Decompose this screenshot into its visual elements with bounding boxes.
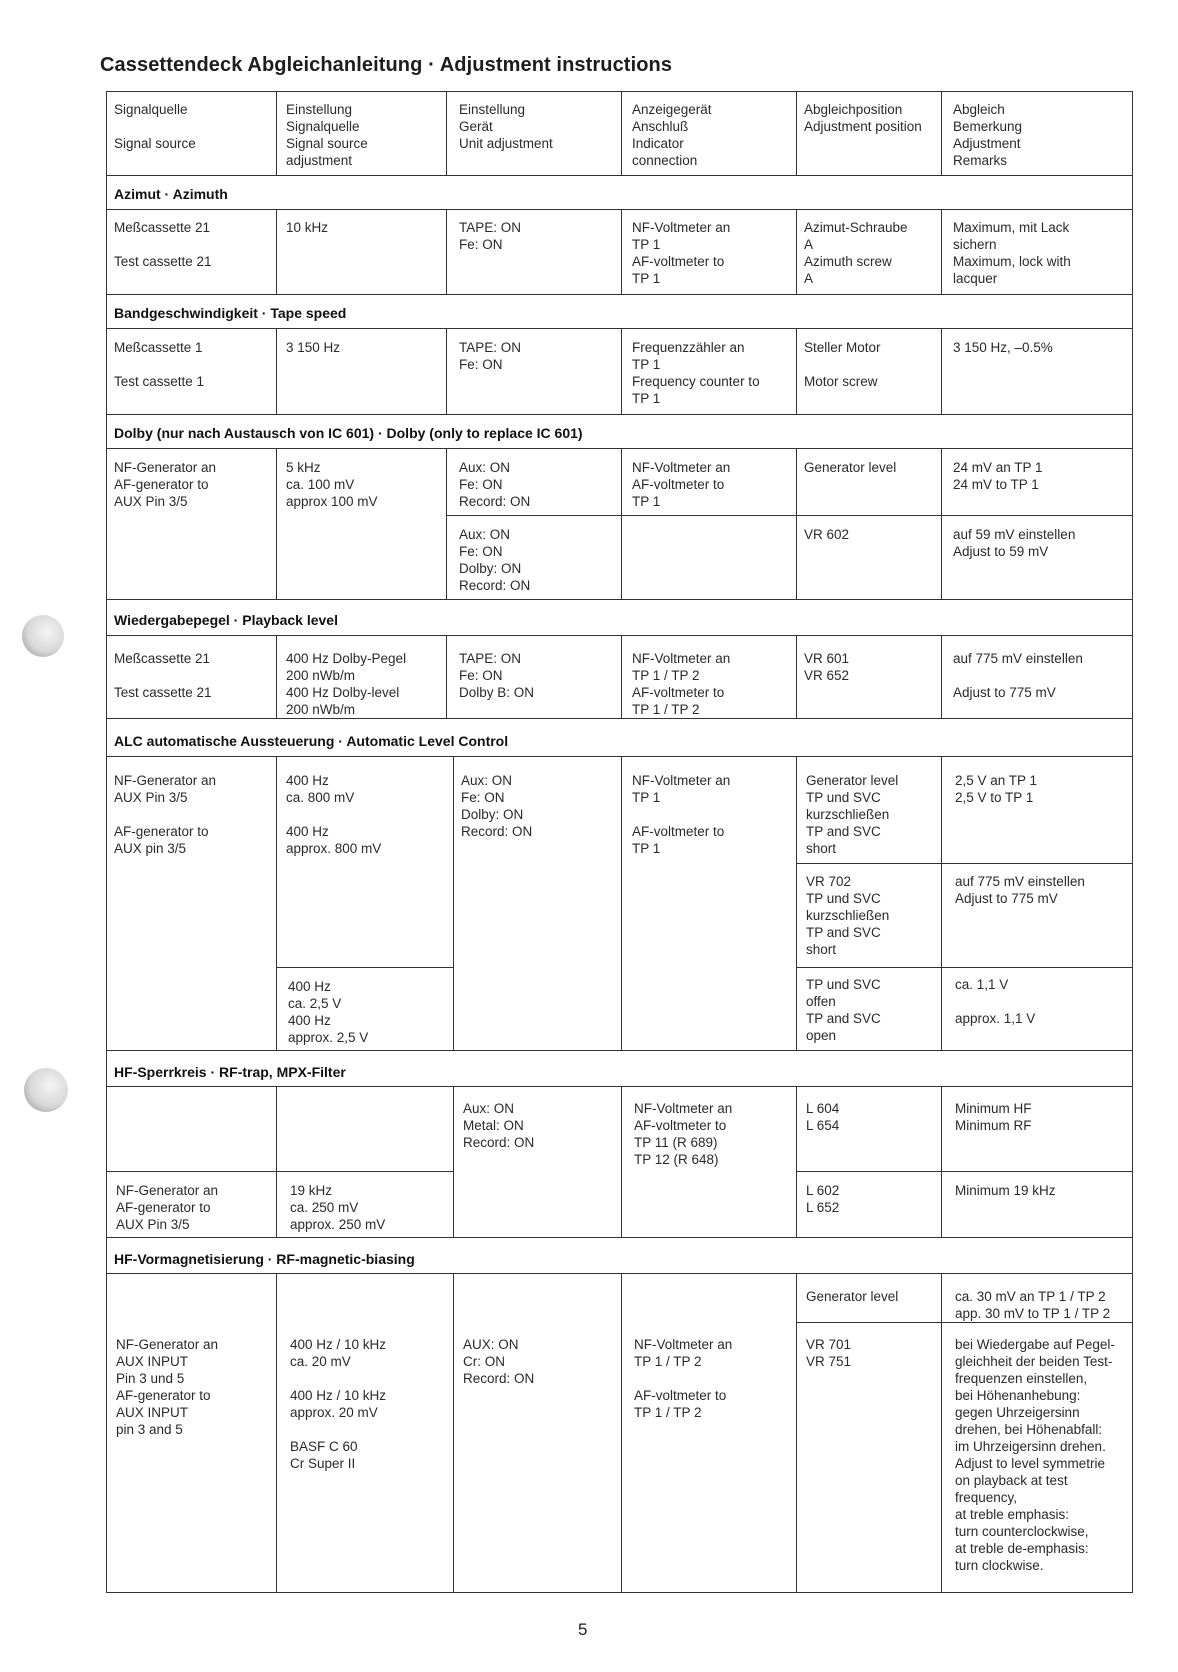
col-rule (796, 1273, 797, 1592)
binding-hole-bottom (24, 1068, 68, 1112)
col-rule (941, 756, 942, 1050)
cell-position: VR 601 VR 652 (804, 651, 850, 683)
cell-position: L 602 L 652 (806, 1183, 840, 1215)
rule (106, 635, 1133, 636)
col-rule (621, 756, 622, 1050)
cell-indicator: NF-Voltmeter an TP 1 AF-voltmeter to TP 1 (632, 220, 731, 286)
col-rule (276, 209, 277, 294)
rule (796, 863, 1133, 864)
section-title-alc: ALC automatische Aussteuerung · Automatic Level Control (114, 733, 509, 749)
cell-position: Generator level (806, 1289, 899, 1304)
cell-source-adjustment: 400 Hz Dolby-Pegel 200 nWb/m 400 Hz Dolby-level 200 nWb/m (286, 651, 407, 717)
rule (106, 599, 1133, 600)
col-rule (621, 91, 622, 175)
cell-unit-adjustment: TAPE: ON Fe: ON Dolby B: ON (459, 651, 535, 700)
table-border-right (1132, 91, 1133, 1593)
col-rule (276, 1273, 277, 1592)
binding-hole-top (22, 615, 64, 657)
col-rule (276, 448, 277, 599)
cell-remarks: 3 150 Hz, –0.5% (953, 340, 1053, 355)
section-title-playback-level: Wiedergabepegel · Playback level (114, 612, 338, 628)
cell-unit-adjustment: TAPE: ON Fe: ON (459, 340, 522, 372)
cell-source: Meßcassette 1 Test cassette 1 (114, 340, 205, 389)
col-rule (941, 209, 942, 294)
rule (106, 175, 1133, 176)
cell-remarks: ca. 1,1 V approx. 1,1 V (955, 977, 1036, 1026)
cell-remarks: 2,5 V an TP 1 2,5 V to TP 1 (955, 773, 1038, 805)
col-rule (446, 328, 447, 414)
cell-remarks: Maximum, mit Lack sichern Maximum, lock with lacquer (953, 220, 1071, 286)
cell-source: Meßcassette 21 Test cassette 21 (114, 651, 212, 700)
col-rule (453, 1086, 454, 1237)
col-rule (446, 635, 447, 718)
header-unit-adjustment: Einstellung Gerät Unit adjustment (459, 102, 553, 151)
col-rule (276, 756, 277, 1050)
cell-source: Meßcassette 21 Test cassette 21 (114, 220, 212, 269)
rule (106, 448, 1133, 449)
col-rule (621, 635, 622, 718)
header-indicator: Anzeigegerät Anschluß Indicator connection (632, 102, 712, 168)
cell-remarks: Minimum 19 kHz (955, 1183, 1056, 1198)
cell-indicator: NF-Voltmeter an TP 1 / TP 2 AF-voltmeter to TP 1 / TP 2 (632, 651, 731, 717)
col-rule (796, 756, 797, 1050)
cell-unit-adjustment: Aux: ON Metal: ON Record: ON (463, 1101, 535, 1150)
col-rule (796, 635, 797, 718)
rule (106, 294, 1133, 295)
table-border-bottom (106, 1592, 1133, 1593)
table-border-left (106, 91, 107, 1593)
cell-source-adjustment: 10 kHz (286, 220, 329, 235)
rule (796, 1322, 1133, 1323)
rule (276, 967, 453, 968)
cell-unit-adjustment: Aux: ON Fe: ON Dolby: ON Record: ON (461, 773, 533, 839)
cell-position: VR 602 (804, 527, 850, 542)
cell-position: VR 701 VR 751 (806, 1337, 852, 1369)
col-rule (453, 1273, 454, 1592)
cell-source-adjustment: 400 Hz ca. 800 mV 400 Hz approx. 800 mV (286, 773, 382, 856)
col-rule (621, 209, 622, 294)
cell-unit-adjustment: AUX: ON Cr: ON Record: ON (463, 1337, 535, 1386)
col-rule (941, 448, 942, 599)
header-position: Abgleichposition Adjustment position (804, 102, 922, 134)
rule (106, 1086, 1133, 1087)
col-rule (941, 635, 942, 718)
rule (446, 515, 1133, 516)
cell-remarks: bei Wiedergabe auf Pegel- gleichheit der beiden Test- frequenzen einstellen, bei Höhenanhebung: gegen Uhrzeigersinn drehen, bei Höhenabfall: im Uhrzeigersinn drehen. Adjust to level symmetrie on playback at test frequency, at treble emphasis: turn counterclockwise, at treble de-emphasis: turn clockwise. (955, 1337, 1115, 1573)
header-source-adjustment: Einstellung Signalquelle Signal source adjustment (286, 102, 368, 168)
rule (106, 1273, 1133, 1274)
col-rule (276, 328, 277, 414)
section-title-azimuth: Azimut · Azimuth (114, 186, 228, 202)
col-rule (621, 1273, 622, 1592)
rule (106, 718, 1133, 719)
cell-indicator: NF-Voltmeter an TP 1 / TP 2 AF-voltmeter to TP 1 / TP 2 (634, 1337, 733, 1420)
col-rule (941, 1086, 942, 1237)
col-rule (796, 448, 797, 599)
cell-indicator: NF-Voltmeter an TP 1 AF-voltmeter to TP 1 (632, 773, 731, 856)
cell-position: Azimut-Schraube A Azimuth screw A (804, 220, 908, 286)
col-rule (941, 328, 942, 414)
cell-indicator: NF-Voltmeter an AF-voltmeter to TP 1 (632, 460, 731, 509)
cell-remarks: 24 mV an TP 1 24 mV to TP 1 (953, 460, 1043, 492)
col-rule (796, 1086, 797, 1237)
rule (106, 209, 1133, 210)
col-rule (941, 1273, 942, 1592)
col-rule (276, 635, 277, 718)
cell-source-adjustment: 400 Hz ca. 2,5 V 400 Hz approx. 2,5 V (288, 979, 369, 1045)
page-title: Cassettendeck Abgleichanleitung · Adjustment instructions (100, 54, 673, 76)
col-rule (941, 91, 942, 175)
col-rule (446, 448, 447, 599)
cell-source-adjustment: 3 150 Hz (286, 340, 341, 355)
col-rule (446, 91, 447, 175)
cell-unit-adjustment: Aux: ON Fe: ON Dolby: ON Record: ON (459, 527, 531, 593)
cell-remarks: auf 59 mV einstellen Adjust to 59 mV (953, 527, 1076, 559)
cell-source: NF-Generator an AF-generator to AUX Pin 3/5 (116, 1183, 219, 1232)
rule (106, 328, 1133, 329)
col-rule (446, 209, 447, 294)
section-title-bias: HF-Vormagnetisierung · RF-magnetic-biasing (114, 1251, 415, 1267)
cell-position: L 604 L 654 (806, 1101, 840, 1133)
col-rule (276, 91, 277, 175)
col-rule (796, 328, 797, 414)
section-title-rf-trap: HF-Sperrkreis · RF-trap, MPX-Filter (114, 1064, 346, 1080)
col-rule (796, 91, 797, 175)
cell-remarks: Minimum HF Minimum RF (955, 1101, 1032, 1133)
page-number: 5 (578, 1620, 588, 1639)
rule (796, 967, 1133, 968)
cell-remarks: ca. 30 mV an TP 1 / TP 2 app. 30 mV to TP 1 / TP 2 (955, 1289, 1111, 1321)
rule (106, 756, 1133, 757)
cell-source: NF-Generator an AUX Pin 3/5 AF-generator to AUX pin 3/5 (114, 773, 217, 856)
rule (106, 1050, 1133, 1051)
cell-source: NF-Generator an AUX INPUT Pin 3 und 5 AF-generator to AUX INPUT pin 3 and 5 (116, 1337, 219, 1437)
col-rule (621, 328, 622, 414)
cell-source-adjustment: 5 kHz ca. 100 mV approx 100 mV (286, 460, 378, 509)
header-remarks: Abgleich Bemerkung Adjustment Remarks (953, 102, 1023, 168)
cell-position: Generator level TP und SVC kurzschließen TP and SVC short (806, 773, 899, 856)
rule (106, 414, 1133, 415)
cell-source-adjustment: 400 Hz / 10 kHz ca. 20 mV 400 Hz / 10 kHz approx. 20 mV BASF C 60 Cr Super II (290, 1337, 387, 1471)
rule (106, 1237, 1133, 1238)
table-border-top (106, 91, 1133, 92)
rule (106, 1171, 453, 1172)
col-rule (621, 1086, 622, 1237)
cell-source-adjustment: 19 kHz ca. 250 mV approx. 250 mV (290, 1183, 386, 1232)
cell-unit-adjustment: TAPE: ON Fe: ON (459, 220, 522, 252)
cell-source: NF-Generator an AF-generator to AUX Pin 3/5 (114, 460, 217, 509)
cell-indicator: Frequenzzähler an TP 1 Frequency counter to TP 1 (632, 340, 760, 406)
col-rule (276, 1086, 277, 1237)
col-rule (796, 209, 797, 294)
cell-position: Steller Motor Motor screw (804, 340, 881, 389)
cell-remarks: auf 775 mV einstellen Adjust to 775 mV (953, 651, 1083, 700)
cell-unit-adjustment: Aux: ON Fe: ON Record: ON (459, 460, 531, 509)
col-rule (621, 448, 622, 599)
cell-position: TP und SVC offen TP and SVC open (806, 977, 881, 1043)
cell-position: Generator level (804, 460, 897, 475)
col-rule (453, 756, 454, 1050)
cell-position: VR 702 TP und SVC kurzschließen TP and SVC short (806, 874, 890, 957)
cell-remarks: auf 775 mV einstellen Adjust to 775 mV (955, 874, 1085, 906)
header-source: Signalquelle Signal source (114, 102, 196, 151)
rule (796, 1171, 1133, 1172)
cell-indicator: NF-Voltmeter an AF-voltmeter to TP 11 (R 689) TP 12 (R 648) (634, 1101, 733, 1167)
section-title-tape-speed: Bandgeschwindigkeit · Tape speed (114, 305, 347, 321)
section-title-dolby: Dolby (nur nach Austausch von IC 601) · Dolby (only to replace IC 601) (114, 425, 583, 441)
